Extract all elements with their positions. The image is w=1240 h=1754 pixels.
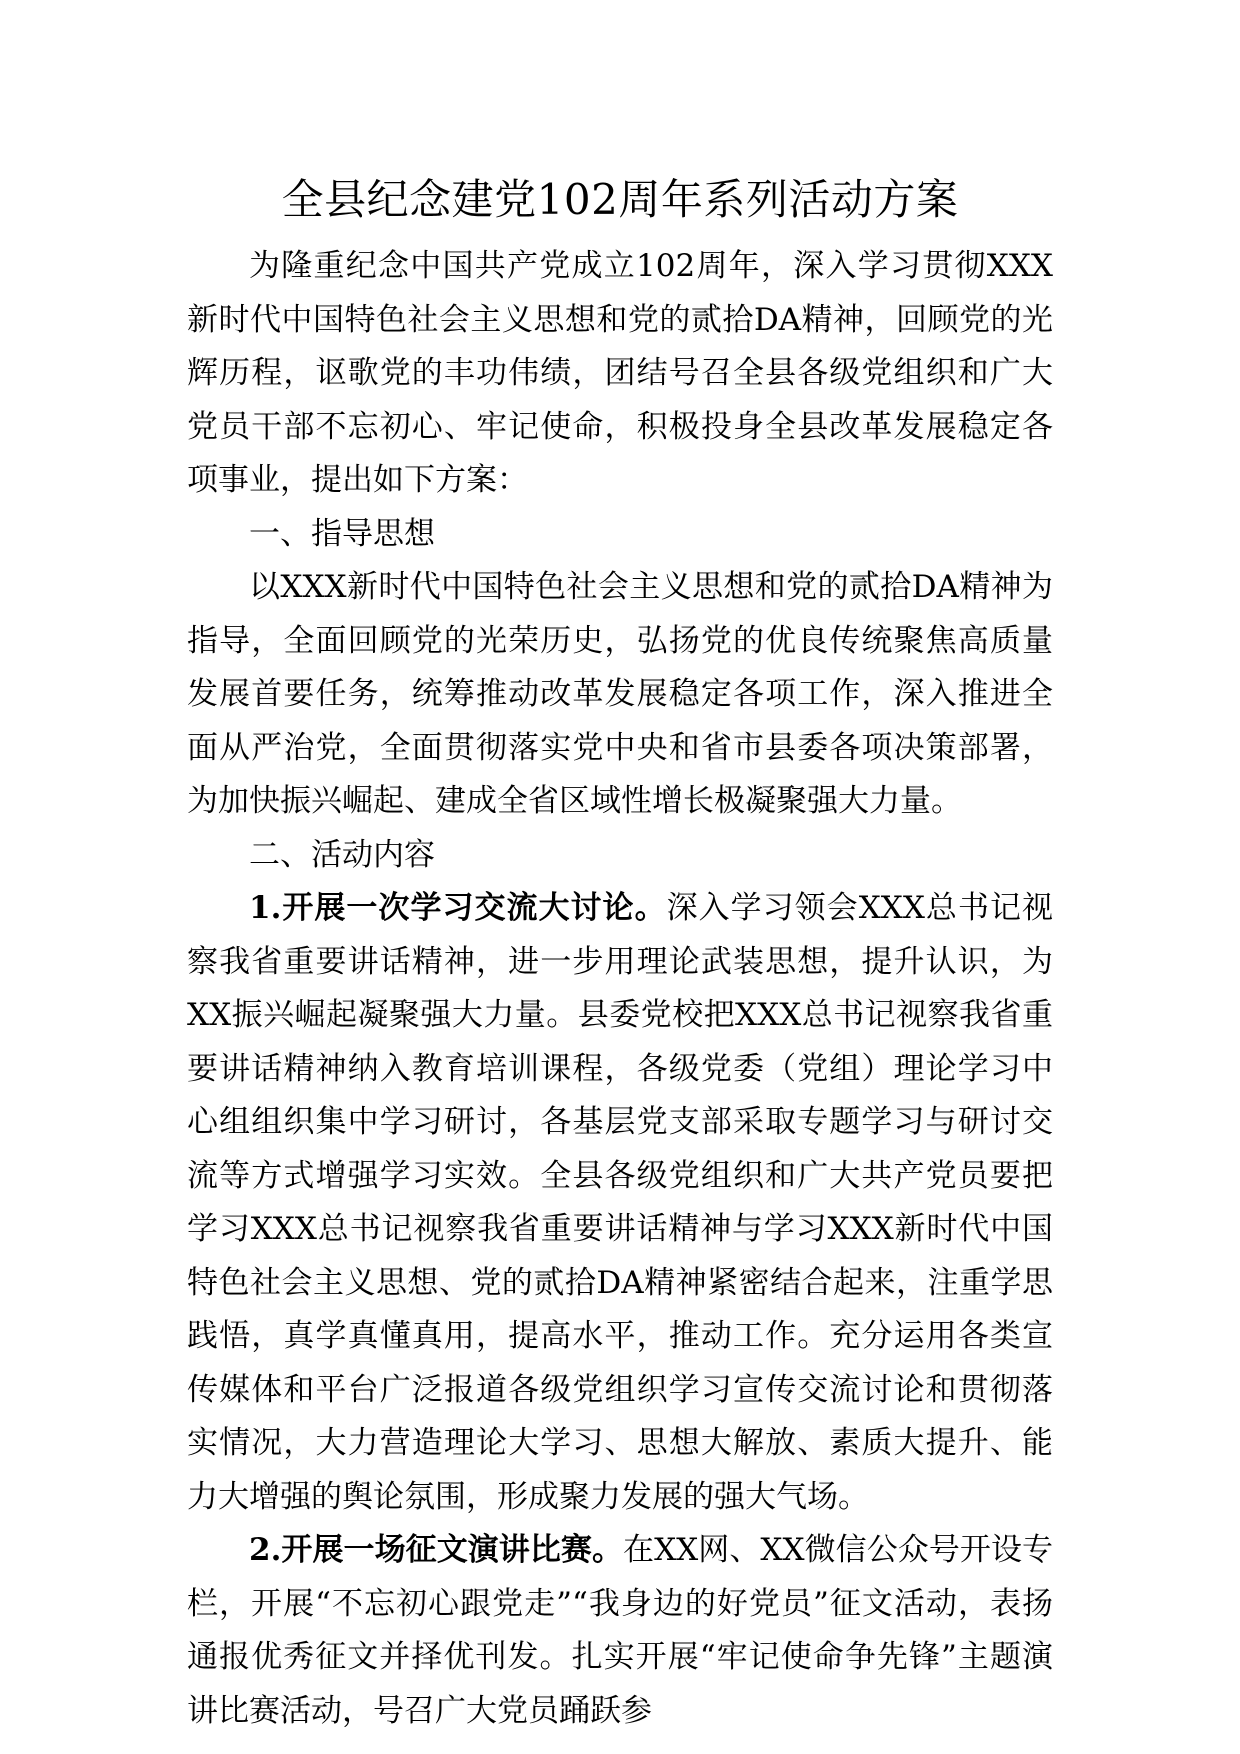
document-title: 全县纪念建党102周年系列活动方案 [281, 175, 959, 224]
activity-item-2-lead: 2.开展一场征文演讲比赛。 [249, 1532, 624, 1568]
activity-item-1-text: 深入学习领会XXX总书记视察我省重要讲话精神，进一步用理论武装思想，提升认识，为XX振兴崛起凝聚强大力量。县委党校把XXX总书记视察我省重要讲话精神纳入教育培训课程，各级党委（党组）理论学习中心组组织集中学习研讨，各基层党支部采取专题学习与研讨交流等方式增强学习实效。全县各级党组织和广大共产党员要把学习XXX总书记视察我省重要讲话精神与学习XXX新时代中国特色社会主义思想、党的贰拾DA精神紧密结合起来，注重学思践悟，真学真懂真用，提高水平，推动工作。充分运用各类宣传媒体和平台广泛报道各级党组织学习宣传交流讨论和贯彻落实情况，大力营造理论大学习、思想大解放、素质大提升、能力大增强的舆论氛围，形成聚力发展的强大气场。 [187, 890, 1053, 1515]
section-heading-guiding-ideology: 一、指导思想 [249, 515, 435, 552]
guiding-ideology-paragraph: 以XXX新时代中国特色社会主义思想和党的贰拾DA精神为指导，全面回顾党的光荣历史，弘扬党的优良传统聚焦高质量发展首要任务，统筹推动改革发展稳定各项工作，深入推进全面从严治党，全面贯彻落实党中央和省市县委各项决策部署，为加快振兴崛起、建成全省区域性增长极凝聚强大力量。 [187, 569, 1053, 819]
activity-item-1-lead: 1.开展一次学习交流大讨论。 [249, 890, 667, 926]
activity-item-2 [187, 1524, 1053, 1738]
activity-item-2-text: 在XX网、XX微信公众号开设专栏，开展“不忘初心跟党走”“我身边的好党员”征文活动，表扬通报优秀征文并择优刊发。扎实开展“牢记使命争先锋”主题演讲比赛活动，号召广大党员踊跃参 [187, 1532, 1053, 1729]
intro-paragraph: 为隆重纪念中国共产党成立102周年，深入学习贯彻XXX新时代中国特色社会主义思想和党的贰拾DA精神，回顾党的光辉历程，讴歌党的丰功伟绩，团结号召全县各级党组织和广大党员干部不忘初心、牢记使命，积极投身全县改革发展稳定各项事业，提出如下方案： [187, 248, 1053, 498]
section-heading-activity-content: 二、活动内容 [249, 836, 435, 873]
activity-item-1 [187, 882, 1053, 1524]
document-body [187, 240, 1053, 1738]
